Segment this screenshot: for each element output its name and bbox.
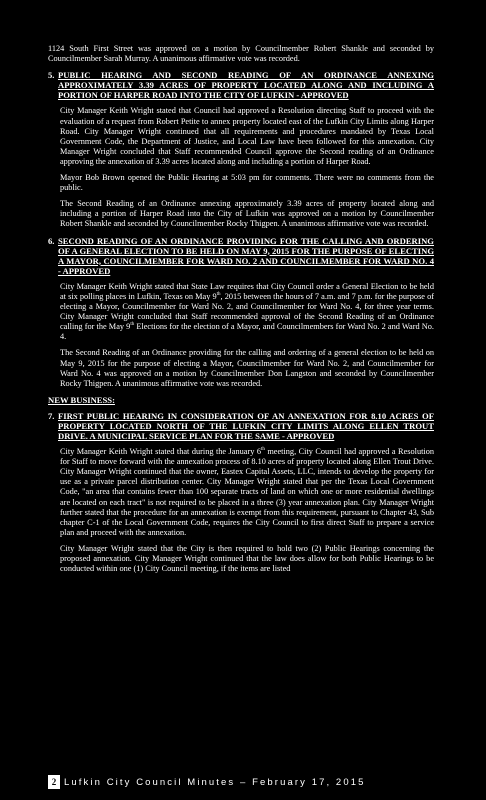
agenda-item-5	[48, 70, 434, 100]
item-paragraph: The Second Reading of an Ordinance annexing approximately 3.39 acres of property located along and including a portion of Harper Road into the City of Lufkin was approved on a motion by Councilmember Robert Shankle and seconded by Councilmember Rocky Thigpen. A unanimous affirmative vote was recorded.	[60, 199, 434, 229]
minutes-page	[48, 44, 434, 574]
item-number: 5.	[48, 70, 55, 81]
page-footer	[48, 775, 438, 789]
item-paragraph: City Manager Keith Wright stated that during the January 6th meeting, City Council had approved a Resolution for Staff to move forward with the annexation process of 8.10 acres of property located along Ellen Trout Drive. City Manager Wright continued that the owner, Eastex Capital Assets, LLC, intends to develop the property for use as a private parcel distribution center. City Manager Wright stated that per the Texas Local Government Code, "an area that contains fewer than 100 separate tracts of land on which one or more residential dwellings are located on each tract" is not required to be placed in a three (3) year annexation plan. City Manager Wright further stated that the procedure for an annexation is exempt from this requirement, pursuant to Chapter 43, Sub chapter C-1 of the Local Government Code, requires the City Council to first direct Staff to prepare a service plan and proceed with the annexation.	[60, 447, 434, 537]
intro-paragraph: 1124 South First Street was approved on a motion by Councilmember Robert Shankle and seconded by Councilmember Sarah Murray. A unanimous affirmative vote was recorded.	[48, 44, 434, 64]
footer-title: Lufkin City Council Minutes – February 17, 2015	[64, 776, 366, 788]
item-number: 6.	[48, 235, 55, 246]
item-heading: PUBLIC HEARING AND SECOND READING OF AN ORDINANCE ANNEXING APPROXIMATELY 3.39 ACRES OF PROPERTY LOCATED ALONG AND INCLUDING A PORTION OF HARPER ROAD INTO THE CITY OF LUFKIN - APPROVED	[58, 70, 434, 101]
item-paragraph: City Manager Keith Wright stated that State Law requires that City Council order a General Election to be held at six polling places in Lufkin, Texas on May 9th, 2015 between the hours of 7 a.m. and 7 p.m. for the purpose of electing a Mayor, Councilmember for Ward No. 2, and Councilmember for Ward No. 4, for three year terms. City Manager Wright concluded that Staff recommended approval of the Second Reading of an Ordinance calling for the May 9th Elections for the election of a Mayor, and Councilmembers for Ward No. 2 and Ward No. 4.	[60, 281, 434, 342]
page-number: 2	[48, 775, 60, 789]
item-paragraph: Mayor Bob Brown opened the Public Hearing at 5:03 pm for comments. There were no comments from the public.	[60, 173, 434, 193]
item-heading: FIRST PUBLIC HEARING IN CONSIDERATION OF AN ANNEXATION FOR 8.10 ACRES OF PROPERTY LOCATED NORTH OF THE LUFKIN CITY LIMITS ALONG ELLEN TROUT DRIVE. A MUNICIPAL SERVICE PLAN FOR THE SAME - APPROVED	[58, 410, 434, 441]
agenda-item-7	[48, 411, 434, 441]
agenda-item-6	[48, 236, 434, 276]
item-number: 7.	[48, 410, 55, 421]
item-6-body	[60, 276, 434, 389]
item-heading: SECOND READING OF AN ORDINANCE PROVIDING FOR THE CALLING AND ORDERING OF A GENERAL ELECTION TO BE HELD ON MAY 9, 2015 FOR THE PURPOSE OF ELECTING A MAYOR, COUNCILMEMBER FOR WARD NO. 2 AND COUNCILMEMBER FOR WARD NO. 4 - APPROVED	[58, 235, 434, 276]
item-paragraph: The Second Reading of an Ordinance providing for the calling and ordering of a general election to be held on May 9, 2015 for the purpose of electing a Mayor, Councilmember for Ward No. 2, and Councilmember for Ward No. 4 was approved on a motion by Councilmember Don Langston and seconded by Councilmember Rocky Thigpen. A unanimous affirmative vote was recorded.	[60, 348, 434, 388]
new-business-heading: NEW BUSINESS:	[48, 394, 115, 405]
item-5-body	[60, 100, 434, 229]
item-7-body	[60, 441, 434, 574]
item-paragraph: City Manager Wright stated that the City is then required to hold two (2) Public Hearings concerning the proposed annexation. City Manager Wright continued that the law does allow for both Public Hearings to be conducted within one (1) City Council meeting, if the items are listed	[60, 543, 434, 574]
item-paragraph: City Manager Keith Wright stated that Council had approved a Resolution directing Staff to proceed with the evaluation of a request from Robert Petite to annex property located east of the Lufkin City Limits along Harper Road. City Manager Wright continued that all requirements and procedures mandated by Texas Local Government Code, the Department of Justice, and Local Law have been followed for this annexation. City Manager Wright concluded that Staff recommended Council approve the Second reading of an Ordinance approving the annexation of 3.39 acres located along and including a portion of Harper Road.	[60, 106, 434, 166]
